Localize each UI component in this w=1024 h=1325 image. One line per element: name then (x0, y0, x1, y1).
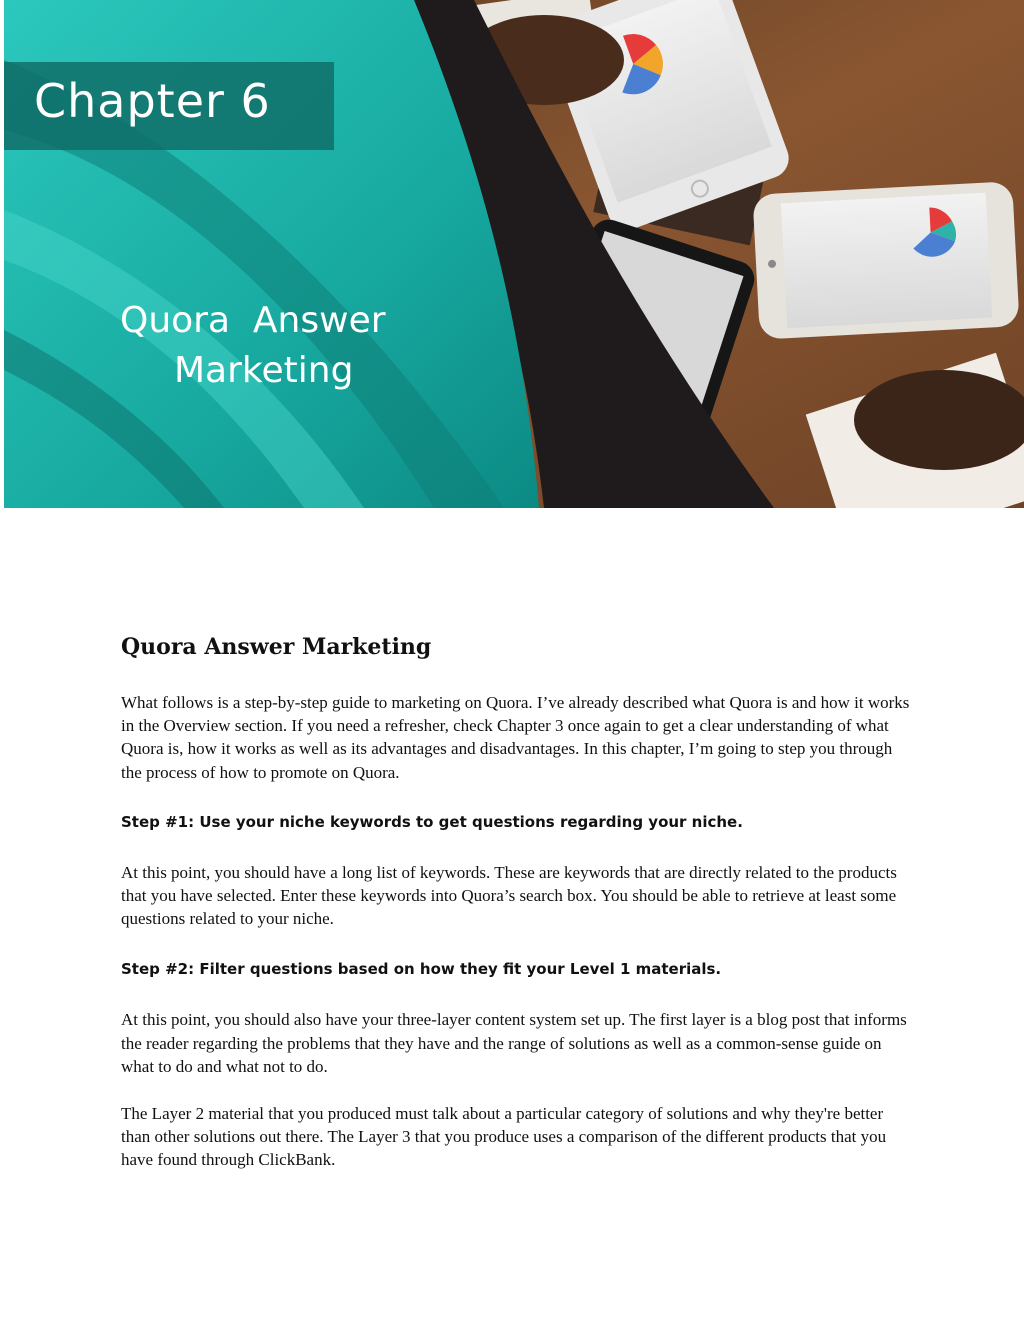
article-body (121, 630, 911, 1172)
phone-right (752, 181, 1019, 339)
chapter-banner (4, 0, 1024, 508)
banner-title-line-2: Marketing (174, 350, 354, 391)
layer-2-paragraph: The Layer 2 material that you produced must talk about a particular category of solutions and why they're better than other solutions out there. The Layer 3 that you produce uses a comparison of the different products that you have found through ClickBank. (121, 1104, 887, 1170)
step-2-paragraph: At this point, you should also have your three-layer content system set up. The first layer is a blog post that informs the reader regarding the problems that they have and the range of solutions as well as a common-sense guide on what to do and what not to do. (121, 1010, 907, 1076)
banner-title (120, 296, 460, 396)
article-title: Quora Answer Marketing (121, 634, 432, 660)
chapter-label: Chapter 6 (34, 74, 271, 128)
step-1-heading: Step #1: Use your niche keywords to get questions regarding your niche. (121, 812, 743, 831)
step-2-heading: Step #2: Filter questions based on how they fit your Level 1 materials. (121, 960, 722, 979)
banner-title-line-1: Quora Answer (120, 300, 386, 341)
intro-paragraph: What follows is a step-by-step guide to marketing on Quora. I’ve already described what Quora is and how it works in the Overview section. If you need a refresher, check Chapter 3 once again to get a clear understanding of what Quora is, how it works as well as its advantages and disadvantages. In this chapter, I’m going to step you through the process of how to promote on Quora. (121, 693, 910, 782)
step-1-paragraph: At this point, you should have a long list of keywords. These are keywords that are directly related to the products that you have selected. Enter these keywords into Quora’s search box. You should be able to retrieve at least some questions related to your niche. (121, 862, 897, 929)
